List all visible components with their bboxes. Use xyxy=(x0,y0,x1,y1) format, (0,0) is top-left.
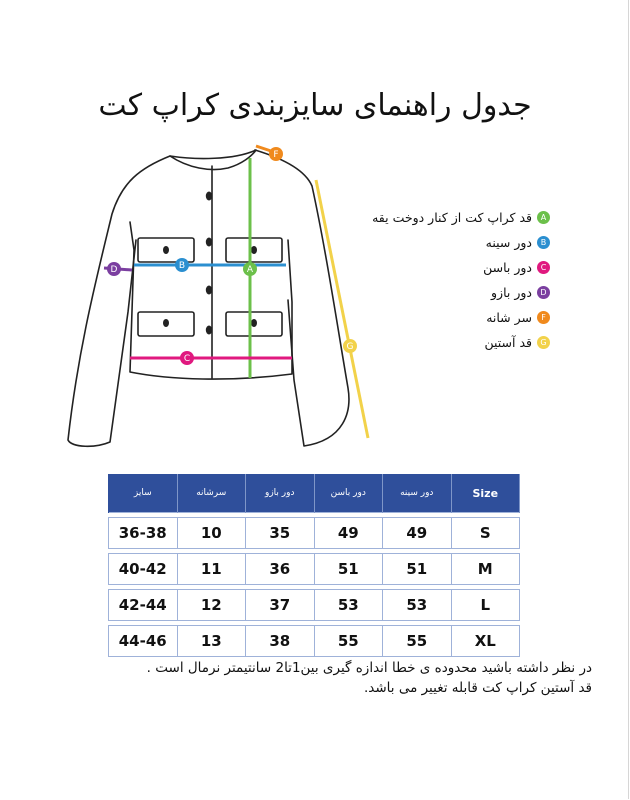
table-cell: 38 xyxy=(246,626,315,657)
marker-g-label: G xyxy=(346,342,354,352)
table-cell: S xyxy=(451,518,520,549)
table-cell: 53 xyxy=(383,590,452,621)
table-cell: 11 xyxy=(177,554,246,585)
marker-b-label: B xyxy=(178,261,186,271)
header-shoulder: سرشانه xyxy=(177,474,246,513)
jacket-body-outline xyxy=(130,222,292,379)
button xyxy=(206,326,212,335)
legend-label: دور سینه xyxy=(485,235,532,250)
notes xyxy=(98,658,592,698)
header-hip: دور باسن xyxy=(314,474,383,513)
table-cell: 36 xyxy=(246,554,315,585)
table-cell: 35 xyxy=(246,518,315,549)
measurement-legend xyxy=(330,205,550,355)
header-arm: دور بازو xyxy=(246,474,315,513)
legend-marker-d: D xyxy=(537,286,550,299)
page-title: جدول راهنمای سایزبندی کراپ کت xyxy=(98,88,532,123)
button xyxy=(206,192,212,201)
table-row xyxy=(109,590,520,621)
legend-marker-b: B xyxy=(537,236,550,249)
header-size: Size xyxy=(451,474,520,513)
legend-marker-f: F xyxy=(537,311,550,324)
marker-d-label: D xyxy=(110,265,118,275)
table-cell: 53 xyxy=(314,590,383,621)
pocket-button xyxy=(163,246,169,254)
legend-label: قد آستین xyxy=(484,335,532,350)
table-cell: 42-44 xyxy=(109,590,178,621)
legend-item-d xyxy=(330,280,550,305)
table-cell: 55 xyxy=(314,626,383,657)
table-row xyxy=(109,554,520,585)
header-chest: دور سینه xyxy=(383,474,452,513)
table-cell: 51 xyxy=(383,554,452,585)
legend-label: قد کراپ کت از کنار دوخت یقه xyxy=(372,210,532,225)
table-cell: 12 xyxy=(177,590,246,621)
table-cell: 10 xyxy=(177,518,246,549)
table-cell: M xyxy=(451,554,520,585)
table-cell: 44-46 xyxy=(109,626,178,657)
legend-marker-g: G xyxy=(537,336,550,349)
table-cell: 51 xyxy=(314,554,383,585)
table-cell: L xyxy=(451,590,520,621)
pocket-button xyxy=(251,246,257,254)
size-table xyxy=(108,474,520,657)
legend-item-b xyxy=(330,230,550,255)
marker-a-label: A xyxy=(246,265,254,275)
table-cell: 40-42 xyxy=(109,554,178,585)
table-cell: 36-38 xyxy=(109,518,178,549)
table-cell: 37 xyxy=(246,590,315,621)
left-sleeve-outline xyxy=(68,156,170,446)
legend-item-c xyxy=(330,255,550,280)
note-line-1: در نظر داشته باشید محدوده ی خطا اندازه گیری بین1تا2 سانتیمتر نرمال است . xyxy=(146,660,592,676)
legend-item-f xyxy=(330,305,550,330)
legend-item-g xyxy=(330,330,550,355)
legend-marker-c: C xyxy=(537,261,550,274)
header-size-fa: سایز xyxy=(109,474,178,513)
table-row xyxy=(109,626,520,657)
button xyxy=(206,238,212,247)
table-row xyxy=(109,518,520,549)
legend-label: سر شانه xyxy=(486,310,532,325)
legend-label: دور باسن xyxy=(483,260,532,275)
legend-marker-a: A xyxy=(537,211,550,224)
table-cell: 13 xyxy=(177,626,246,657)
note-line-2: قد آستین کراپ کت قابله تغییر می باشد. xyxy=(363,680,592,696)
table-cell: 49 xyxy=(314,518,383,549)
marker-c-label: C xyxy=(183,354,191,364)
collar-outline xyxy=(170,150,256,170)
table-cell: XL xyxy=(451,626,520,657)
button xyxy=(206,286,212,295)
pocket-button xyxy=(251,319,257,327)
pocket-button xyxy=(163,319,169,327)
table-cell: 55 xyxy=(383,626,452,657)
legend-item-a xyxy=(330,205,550,230)
legend-label: دور بازو xyxy=(491,285,532,300)
table-header-row xyxy=(109,474,520,513)
table-cell: 49 xyxy=(383,518,452,549)
marker-f-label: F xyxy=(273,150,279,160)
